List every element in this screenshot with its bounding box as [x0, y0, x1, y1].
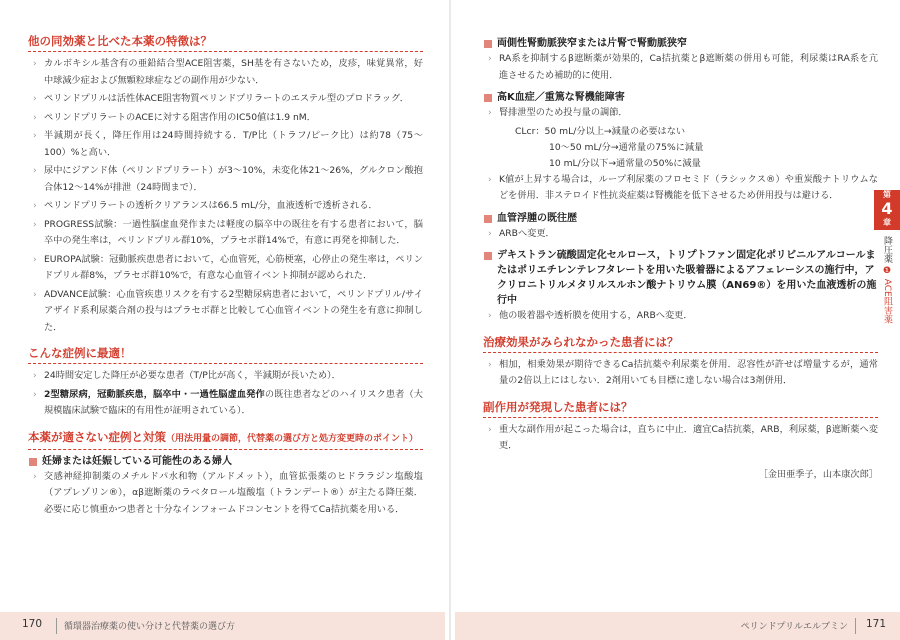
list-item: › ADVANCE試験：心血管疾患リスクを有する2型糖尿病患者において，ペリンドプリル/サイアザイド系利尿薬合剤の投与はプラセボ群と比較して心血管イベントの発生を有意に抑制した．	[28, 287, 423, 337]
chapter-side-label	[880, 236, 894, 324]
subheading-apheresis: デキストラン硫酸固定化セルロース，トリプトファン固定化ポリビニルアルコールまたはポリエチレンテレフタレートを用いた吸着器によるアフェレーシスの施行中，アクリロニトリルメタリルスルホン酸ナトリウム膜（AN69®）を用いた血液透析の施行中	[483, 248, 878, 308]
list-item: › K値が上昇する場合は，ループ利尿薬のフロセミド（ラシックス®）や重炭酸ナトリウムなどを併用．非ステロイド性抗炎症薬は腎機能を低下させるため併用投与は避ける．	[483, 172, 878, 205]
list-item: › 相加，相乗効果が期待できるCa拮抗薬や利尿薬を併用．忍容性が許せば増量するが，通常量の2倍以上にはしない．2剤用いても目標に達しない場合は3剤併用．	[483, 357, 878, 390]
section-name: ❶ ACE阻害薬	[882, 265, 892, 324]
list-item: › 腎排泄型のため投与量の調節．	[483, 105, 878, 122]
clcr-line-2: 10〜50 mL/分→通常量の75%に減量	[549, 141, 704, 153]
list-item: › ペリンドプリラートの透析クリアランスは66.5 mL/分，血液透析で透析される．	[28, 198, 423, 215]
list-item: › 尿中にジアンド体（ペリンドプリラート）が3〜10%，未変化体21〜26%，グルクロン酸抱合体12〜14%が排泄（24時間まで）．	[28, 163, 423, 196]
footer-right	[455, 612, 900, 640]
list-item: › 半減期が長く，降圧作用は24時間持続する．T/P比（トラフ/ピーク比）は約78（75〜100）%と高い．	[28, 128, 423, 161]
section-title-unsuitable	[28, 430, 423, 450]
list-item: › カルボキシル基含有の亜鉛結合型ACE阻害薬，SH基を有さないため，皮疹，味覚異常，好中球減少症および無顆粒球症などの副作用が少ない．	[28, 56, 423, 89]
features-list	[28, 56, 423, 336]
page-gutter	[449, 0, 451, 640]
list-item: › RA系を抑制するβ遮断薬が効果的，Ca拮抗薬とβ遮断薬の併用も可能，利尿薬はRA系を亢進させるため補助的に使用．	[483, 51, 878, 84]
footer-left	[0, 612, 445, 640]
right-page	[483, 36, 878, 483]
list-item: › ペリンドプリルは活性体ACE阻害物質ペリンドプリラートのエステル型のプロドラッグ．	[28, 91, 423, 108]
section-title-side-effects: 副作用が発現した患者には？	[483, 400, 878, 418]
section-title-features: 他の同効薬と比べた本薬の特徴は？	[28, 34, 423, 52]
chapter-suffix: 章	[883, 218, 891, 227]
list-item: › ARBへ変更．	[483, 226, 878, 243]
unsuitable-title: 本薬が適さない症例と対策	[28, 429, 166, 444]
subheading-pregnancy: 妊婦または妊娠している可能性のある婦人	[28, 454, 423, 469]
list-item	[28, 387, 423, 420]
chapter-tab	[874, 190, 900, 230]
list-item: › 交感神経抑制薬のメチルドパ水和物（アルドメット），血管拡張薬のヒドララジン塩酸塩（アプレゾリン®），αβ遮断薬のラベタロール塩酸塩（トランデート®）が主たる降圧薬．必要に応じ慎重かつ患者と十分なインフォームドコンセントを得てCa拮抗薬を用いる．	[28, 469, 423, 519]
clcr-line-3: 10 mL/分以下→通常量の50%に減量	[549, 157, 701, 169]
book-title: 循環器治療薬の使い分けと代替薬の選び方	[64, 622, 236, 632]
author-signature: ［金田亜季子，山本康次郎］	[758, 468, 878, 480]
drug-name-footer: ペリンドプリルエルブミン	[740, 622, 848, 632]
list-item: › 重大な副作用が起こった場合は，直ちに中止．適宜Ca拮抗薬，ARB，利尿薬，β遮断薬へ変更．	[483, 422, 878, 455]
subheading-renal-stenosis: 両側性腎動脈狭窄または片腎で腎動脈狭窄	[483, 36, 878, 51]
list-item: › EUROPA試験：冠動脈疾患患者において，心血管死，心筋梗塞，心停止の発生率は，ペリンドプリル群8%，プラセボ群10%で，有意な心血管イベント抑制が認められた．	[28, 252, 423, 285]
unsuitable-note: （用法用量の調節，代替薬の選び方と処方変更時のポイント）	[166, 433, 419, 444]
clcr-line-1: CLcr：50 mL/分以上→減量の必要はない	[515, 125, 686, 137]
footer-separator	[56, 618, 57, 634]
list-item: › 24時間安定した降圧が必要な患者（T/P比が高く，半減期が長いため）．	[28, 368, 423, 385]
chapter-name: 降圧薬	[882, 236, 892, 263]
list-item: › ペリンドプリラートのACEに対する阻害作用のIC50値は1.9 nM．	[28, 110, 423, 127]
left-page	[28, 34, 423, 520]
subheading-hyperkalemia: 高K血症／重篤な腎機能障害	[483, 90, 878, 105]
section-title-best-cases: こんな症例に最適！	[28, 346, 423, 364]
subheading-angioedema: 血管浮腫の既往歴	[483, 211, 878, 226]
list-item: › PROGRESS試験：一過性脳虚血発作または軽度の脳卒中の既往を有する患者において，脳卒中の発生率は，ペリンドプリル群10%，プラセボ群14%で，有意に再発を抑制した．	[28, 217, 423, 250]
bold-conditions: 2型糖尿病，冠動脈疾患，脳卒中・一過性脳虚血発作	[44, 388, 265, 400]
chapter-prefix: 第	[883, 190, 891, 199]
conditions-rest: の既往患者などのハイリスク患者（大規模臨床試験で臨床的有用性が証明されている）．	[44, 388, 423, 416]
section-title-no-effect: 治療効果がみられなかった患者には？	[483, 335, 878, 353]
list-item: › 他の吸着器や透析膜を使用する，ARBへ変更．	[483, 308, 878, 325]
page-number-right: 171	[865, 618, 886, 630]
page-number-left: 170	[22, 618, 43, 630]
footer-separator	[855, 618, 856, 634]
chapter-number: 4	[881, 199, 893, 218]
